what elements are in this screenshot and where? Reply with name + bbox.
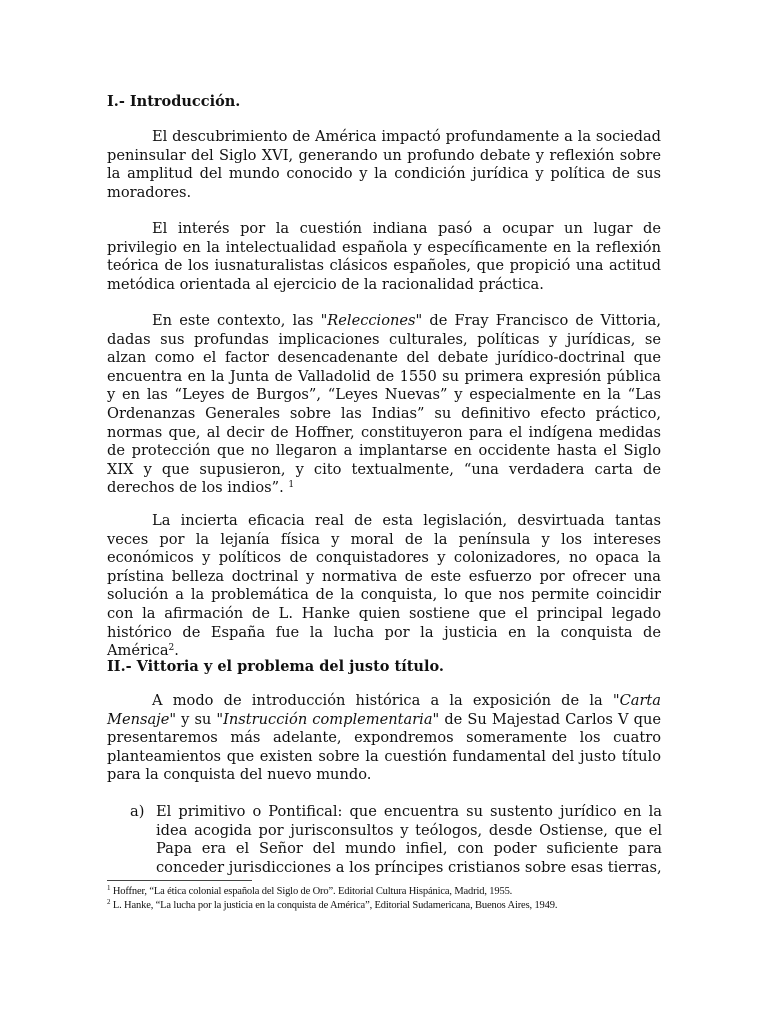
footnote-separator	[107, 880, 252, 881]
paragraph-5-text-a: A modo de introducción histórica a la exposición de la	[152, 692, 613, 709]
paragraph-2: El interés por la cuestión indiana pasó a ocupar un lugar de privilegio en la intelectualidad española y específicamente en la reflexión teórica de los iusnaturalistas clásicos españoles, que propició una actitud metódica orientada al ejercicio de la racionalidad práctica.	[107, 220, 661, 293]
carta-mensaje-title: "Carta Mensaje"	[107, 692, 661, 728]
footnote-ref-1: 1	[288, 480, 295, 491]
paragraph-4-text: La incierta eficacia real de esta legislación, desvirtuada tantas veces por la lejanía física y moral de la península y los intereses económicos y políticos de conquistadores y colonizadores, no opaca la prístina belleza doctrinal y normativa de este esfuerzo por ofrecer una solución a la problemática de la conquista, lo que nos permite coincidir con la afirmación de L. Hanke quien sostiene que el principal legado histórico de España fue la lucha por la justicia en la conquista de América	[107, 512, 661, 660]
relecciones-title: "Relecciones"	[320, 312, 423, 329]
list-item-a-label: a)	[130, 803, 145, 820]
paragraph-5-text-c: de Su Majestad Carlos V que presentaremos más adelante, expondremos someramente los cuatro planteamientos que existen sobre la cuestión fundamental del justo título para la conquista del nuevo mundo.	[107, 710, 661, 784]
paragraph-5-text-b: y su	[176, 710, 217, 728]
section-heading-introduccion: I.- Introducción.	[107, 93, 241, 110]
instruccion-complementaria-title: "Instrucción complementaria"	[216, 710, 440, 728]
footnote-2-text: L. Hanke, “La lucha por la justicia en la conquista de América”, Editorial Sudamericana, Buenos Aires, 1949.	[112, 899, 558, 911]
list-item-a	[130, 803, 662, 877]
section-heading-vittoria: II.- Vittoria y el problema del justo título.	[107, 658, 444, 675]
paragraph-5	[107, 692, 661, 785]
paragraph-4-end: .	[174, 642, 179, 660]
footnote-1-text: Hoffner, “La ética colonial española del Siglo de Oro”. Editorial Cultura Hispánica, Madrid, 1955.	[112, 886, 513, 897]
footnote-1	[107, 885, 667, 899]
paragraph-3-text-a: En este contexto, las	[152, 312, 321, 329]
paragraph-4	[107, 512, 661, 661]
footnote-2-number: 2	[107, 897, 111, 906]
paragraph-3-text-b: de Fray Francisco de Vittoria, dadas sus profundas implicaciones culturales, políticas y jurídicas, se alzan como el factor desencadenante del debate jurídico-doctrinal que encuentra en la Junta de Valladolid de 1550 su primera expresión pública y en las “Leyes de Burgos”, “Leyes Nuevas” y especialmente en la “Las Ordenanzas Generales sobre las Indias” su definitivo efecto práctico, normas que, al decir de Hoffner, constituyeron para el indígena medidas de protección que no llegaron a implantarse en occidente hasta el Siglo XIX y que supusieron, y cito textualmente, “una verdadera carta de derechos de los indios”.	[107, 312, 661, 497]
footnote-1-number: 1	[107, 884, 111, 892]
footnote-ref-2: 2	[168, 643, 175, 654]
list-item-a-text: El primitivo o Pontifical: que encuentra su sustento jurídico en la idea acogida por jurisconsultos y teólogos, desde Ostiense, que el Papa era el Señor del mundo infiel, con poder suficiente para conceder jurisdicciones a los príncipes cristianos sobre esas tierras,	[156, 803, 662, 876]
paragraph-1: El descubrimiento de América impactó profundamente a la sociedad peninsular del Siglo XVI, generando un profundo debate y reflexión sobre la amplitud del mundo conocido y la condición jurídica y política de sus moradores.	[107, 128, 661, 201]
footnote-2	[107, 899, 667, 913]
footnotes	[107, 885, 667, 912]
paragraph-3	[107, 312, 661, 498]
